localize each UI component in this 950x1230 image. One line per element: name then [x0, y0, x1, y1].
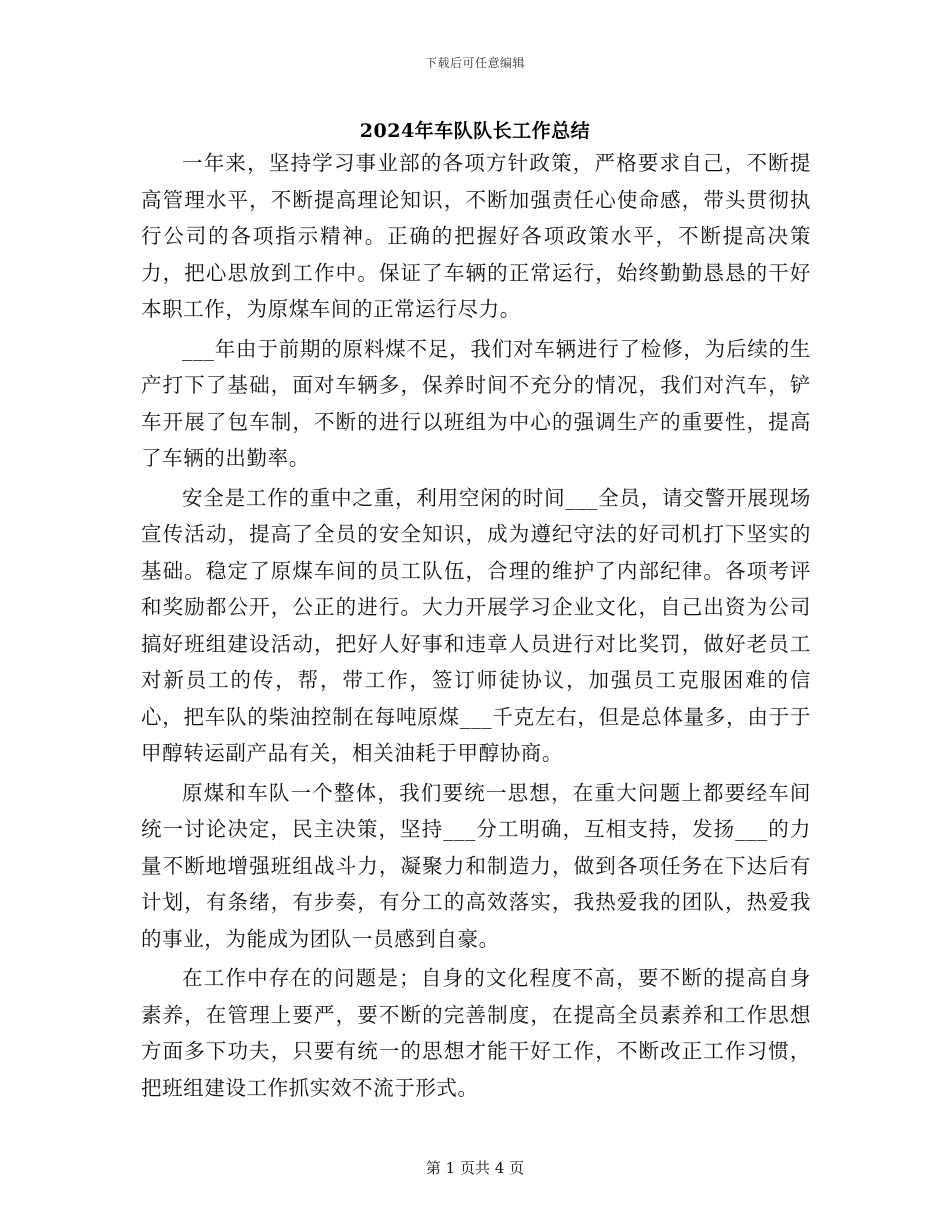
paragraph: 安全是工作的重中之重，利用空闲的时间___全员，请交警开展现场宣传活动，提高了全员的安全知识，成为遵纪守法的好司机打下坚实的基础。稳定了原煤车间的员工队伍，合理的维护了内部纪律。各项考评和奖励都公开，公正的进行。大力开展学习企业文化，自己出资为公司搞好班组建设活动，把好人好事和违章人员进行对比奖罚，做好老员工对新员工的传，帮，带工作，签订师徒协议，加强员工克服困难的信心，把车队的柴油控制在每吨原煤___千克左右，但是总体量多，由于于甲醇转运副产品有关，相关油耗于甲醇协商。: [141, 485, 811, 765]
header-note: 下载后可任意编辑: [424, 56, 525, 70]
document-title: 2024年车队队长工作总结: [359, 120, 591, 142]
paragraph: ___年由于前期的原料煤不足，我们对车辆进行了检修，为后续的生产打下了基础，面对车辆多，保养时间不充分的情况，我们对汽车，铲车开展了包车制，不断的进行以班组为中心的强调生产的重要性，提高了车辆的出勤率。: [141, 336, 811, 470]
page-number: 第 1 页共 4 页: [425, 1159, 525, 1177]
document-body: [141, 145, 811, 1109]
paragraph: 一年来，坚持学习事业部的各项方针政策，严格要求自己，不断提高管理水平，不断提高理论知识，不断加强责任心使命感，带头贯彻执行公司的各项指示精神。正确的把握好各项政策水平，不断提高决策力，把心思放到工作中。保证了车辆的正常运行，始终勤勤恳恳的干好本职工作，为原煤车间的正常运行尽力。: [141, 151, 811, 321]
paragraph: 在工作中存在的问题是；自身的文化程度不高，要不断的提高自身素养，在管理上要严，要不断的完善制度，在提高全员素养和工作思想方面多下功夫，只要有统一的思想才能干好工作，不断改正工作习惯，把班组建设工作抓实效不流于形式。: [141, 966, 811, 1100]
paragraph: 原煤和车队一个整体，我们要统一思想，在重大问题上都要经车间统一讨论决定，民主决策，坚持___分工明确，互相支持，发扬___的力量不断地增强班组战斗力，凝聚力和制造力，做到各项任务在下达后有计划，有条绪，有步奏，有分工的高效落实，我热爱我的团队，热爱我的事业，为能成为团队一员感到自豪。: [141, 780, 811, 951]
